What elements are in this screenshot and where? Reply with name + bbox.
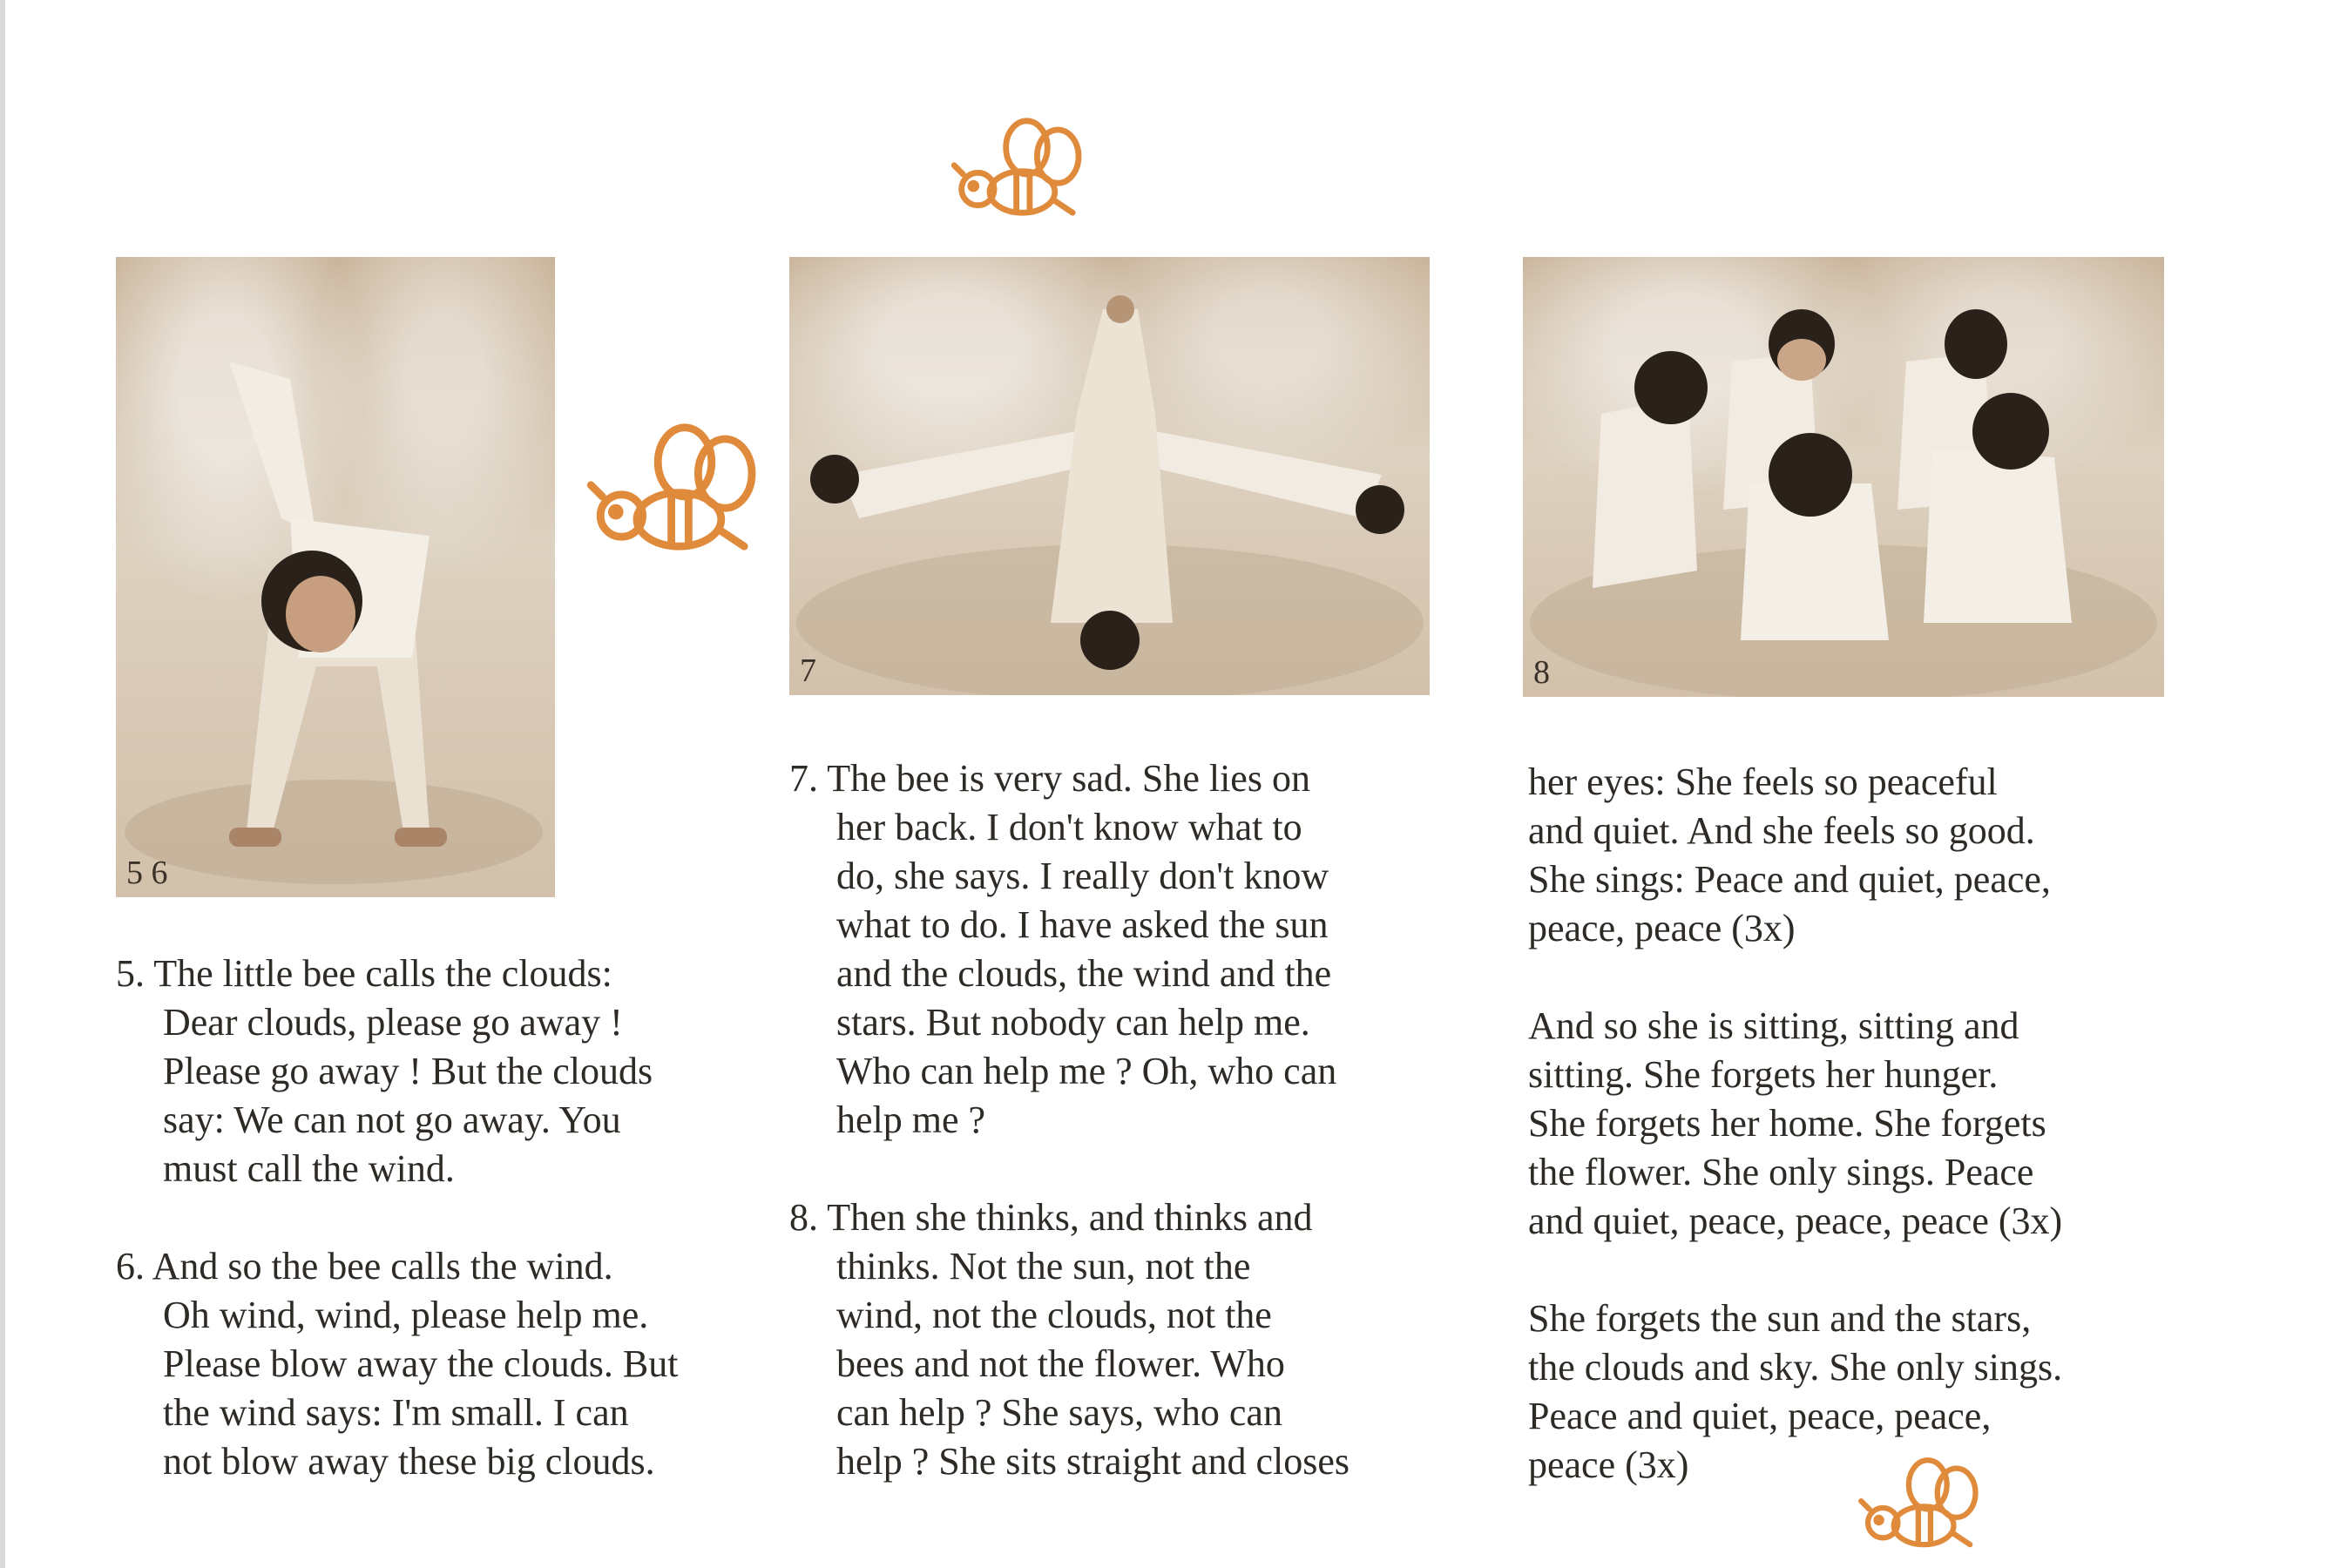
- photo-number-label: 7: [800, 652, 816, 689]
- story-paragraph-8-continued: her eyes: She feels so peaceful and quiet. And she feels so good. She sings: Peace and quiet, peace, peace, peace (3x): [1528, 760, 2051, 950]
- bee-icon: [579, 418, 771, 575]
- story-paragraph-5: 5. The little bee calls the clouds: Dear clouds, please go away ! Please go away ! But the clouds say: We can not go away. You must call the wind.: [116, 952, 653, 1190]
- photo-number-label: 5 6: [126, 855, 168, 891]
- photo-children-lying: [789, 257, 1430, 695]
- story-paragraph-6: 6. And so the bee calls the wind. Oh wind, wind, please help me. Please blow away the clouds. But the wind says: I'm small. I can not blow away these big clouds.: [116, 1245, 679, 1483]
- story-paragraph-forgets: She forgets the sun and the stars, the clouds and sky. She only sings. Peace and quiet, peace, peace, peace (3x): [1528, 1297, 2063, 1486]
- photo-number-label: 8: [1533, 654, 1550, 691]
- photo-child-bending: [116, 257, 555, 897]
- page-edge: [0, 0, 5, 1568]
- bee-icon: [945, 113, 1093, 235]
- story-paragraph-8: 8. Then she thinks, and thinks and thinks. Not the sun, not the wind, not the clouds, not the bees and not the flower. Who can help ? She says, who can help ? She sits straight and closes: [789, 1196, 1350, 1483]
- photo-children-circle: [1523, 257, 2164, 697]
- story-paragraph-sitting: And so she is sitting, sitting and sitting. She forgets her hunger. She forgets her home. She forgets the flower. She only sings. Peace and quiet, peace, peace, peace (3x): [1528, 1004, 2063, 1242]
- story-paragraph-7: 7. The bee is very sad. She lies on her back. I don't know what to do, she says. I really don't know what to do. I have asked the sun and the clouds, the wind and the stars. But nobody can help me. Who can help me ? Oh, who can help me ?: [789, 757, 1337, 1141]
